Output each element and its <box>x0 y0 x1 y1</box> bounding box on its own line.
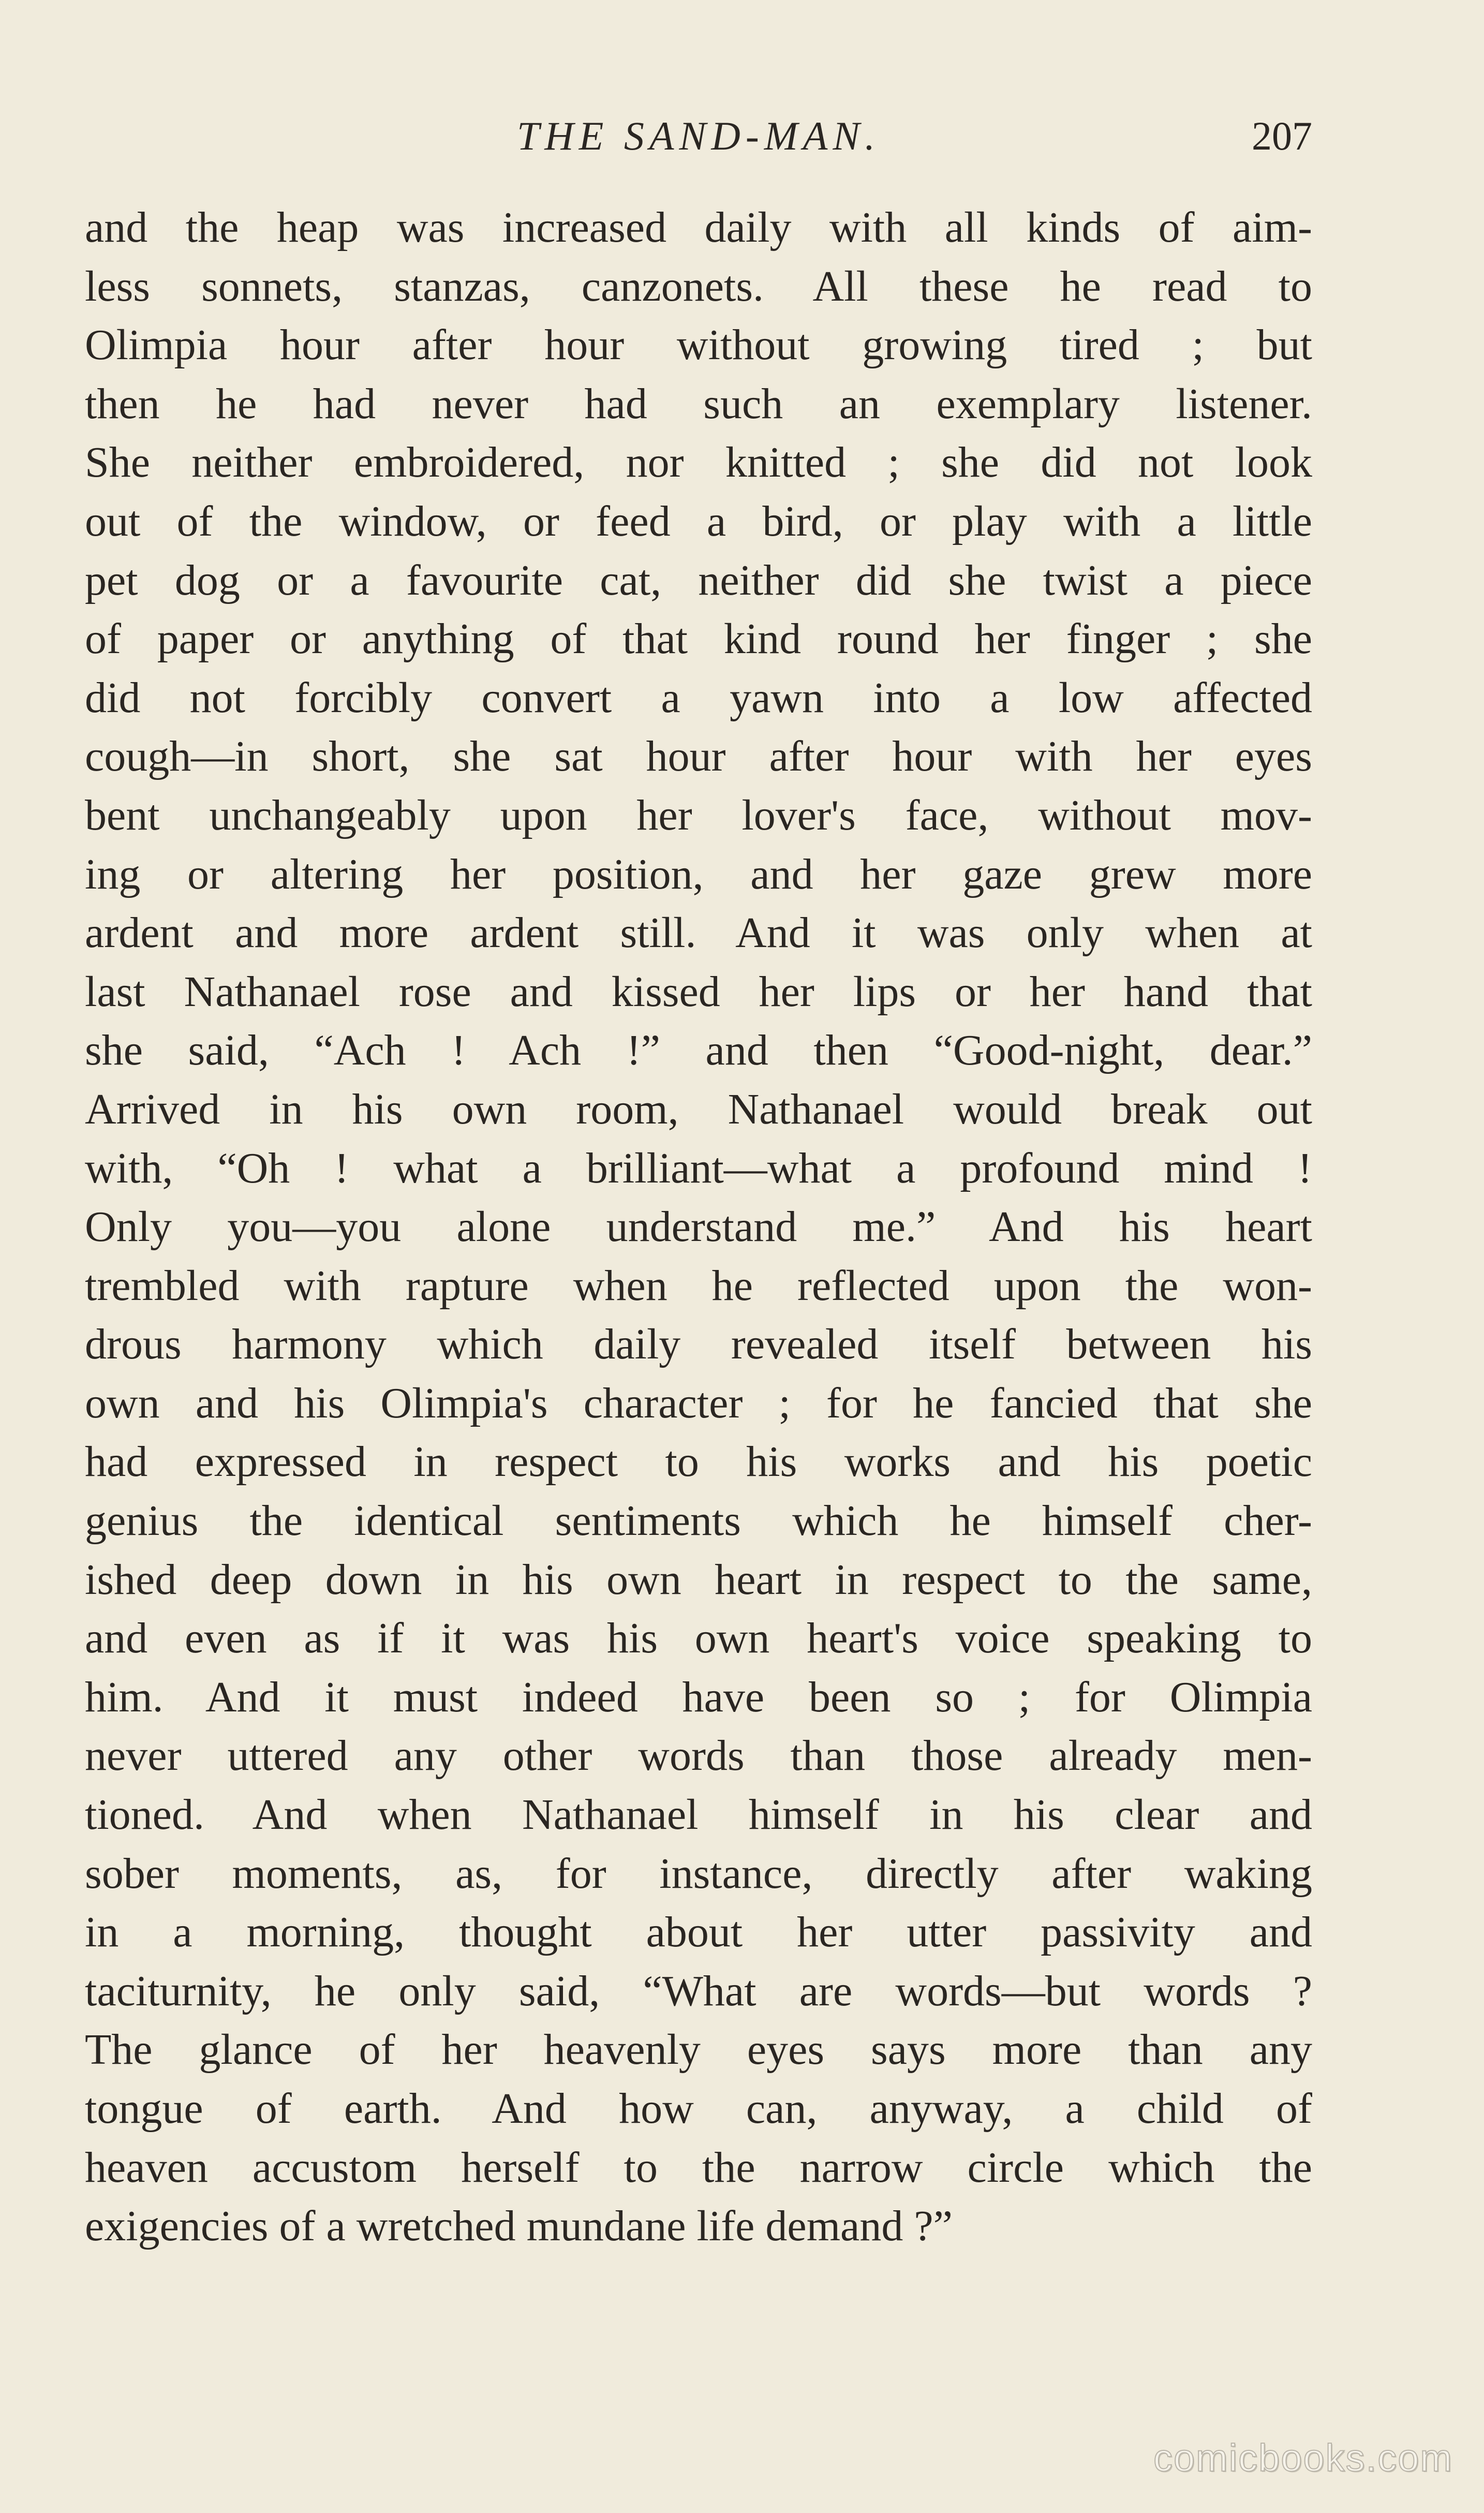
text-line: taciturnity, he only said, “What are words—but words ? <box>85 1967 1312 2015</box>
watermark: comicbooks.com <box>1153 2436 1453 2479</box>
text-line: out of the window, or feed a bird, or play with a little <box>85 497 1312 545</box>
running-head: THE SAND-MAN. <box>517 113 880 158</box>
text-line: Olimpia hour after hour without growing tired ; but <box>85 321 1312 369</box>
text-line: less sonnets, stanzas, canzonets. All these he read to <box>85 262 1312 311</box>
text-line: genius the identical sentiments which he himself cher- <box>85 1497 1312 1545</box>
text-line: and the heap was increased daily with all kinds of aim- <box>85 203 1312 252</box>
text-line: bent unchangeably upon her lover's face, without mov- <box>85 791 1312 839</box>
text-line: and even as if it was his own heart's voice speaking to <box>85 1614 1312 1663</box>
text-line: of paper or anything of that kind round her finger ; she <box>85 615 1312 663</box>
page-header <box>85 108 1312 165</box>
text-line: with, “Oh ! what a brilliant—what a profound mind ! <box>85 1144 1312 1192</box>
text-line: ardent and more ardent still. And it was only when at <box>85 909 1312 957</box>
text-line: Only you—you alone understand me.” And his heart <box>85 1203 1312 1251</box>
text-line: him. And it must indeed have been so ; for Olimpia <box>85 1673 1312 1721</box>
text-line: last Nathanael rose and kissed her lips or her hand that <box>85 967 1312 1016</box>
text-line: had expressed in respect to his works and his poetic <box>85 1438 1312 1486</box>
text-line: heaven accustom herself to the narrow circle which the <box>85 2143 1312 2192</box>
text-line: ing or altering her position, and her gaze grew more <box>85 850 1312 898</box>
text-line: did not forcibly convert a yawn into a low affected <box>85 673 1312 722</box>
text-line: drous harmony which daily revealed itself between his <box>85 1320 1312 1369</box>
text-line: ished deep down in his own heart in respect to the same, <box>85 1555 1312 1604</box>
text-line: She neither embroidered, nor knitted ; she did not look <box>85 438 1312 487</box>
text-line: trembled with rapture when he reflected upon the won- <box>85 1261 1312 1310</box>
text-line: never uttered any other words than those already men- <box>85 1732 1312 1780</box>
text-line: tioned. And when Nathanael himself in his clear and <box>85 1791 1312 1839</box>
text-line: then he had never had such an exemplary listener. <box>85 379 1312 428</box>
body-text <box>85 198 1312 2256</box>
text-line: The glance of her heavenly eyes says more than any <box>85 2026 1312 2074</box>
text-line: in a morning, thought about her utter passivity and <box>85 1908 1312 1957</box>
page-number: 207 <box>1252 113 1312 158</box>
text-line: exigencies of a wretched mundane life demand ?” <box>85 2202 953 2251</box>
text-line: own and his Olimpia's character ; for he fancied that she <box>85 1379 1312 1427</box>
text-line: tongue of earth. And how can, anyway, a child of <box>85 2085 1312 2133</box>
text-line: pet dog or a favourite cat, neither did she twist a piece <box>85 556 1312 604</box>
text-line: cough—in short, she sat hour after hour with her eyes <box>85 732 1312 781</box>
text-line: she said, “Ach ! Ach !” and then “Good-night, dear.” <box>85 1026 1312 1075</box>
text-line: sober moments, as, for instance, directly after waking <box>85 1849 1312 1898</box>
text-line: Arrived in his own room, Nathanael would break out <box>85 1085 1312 1133</box>
